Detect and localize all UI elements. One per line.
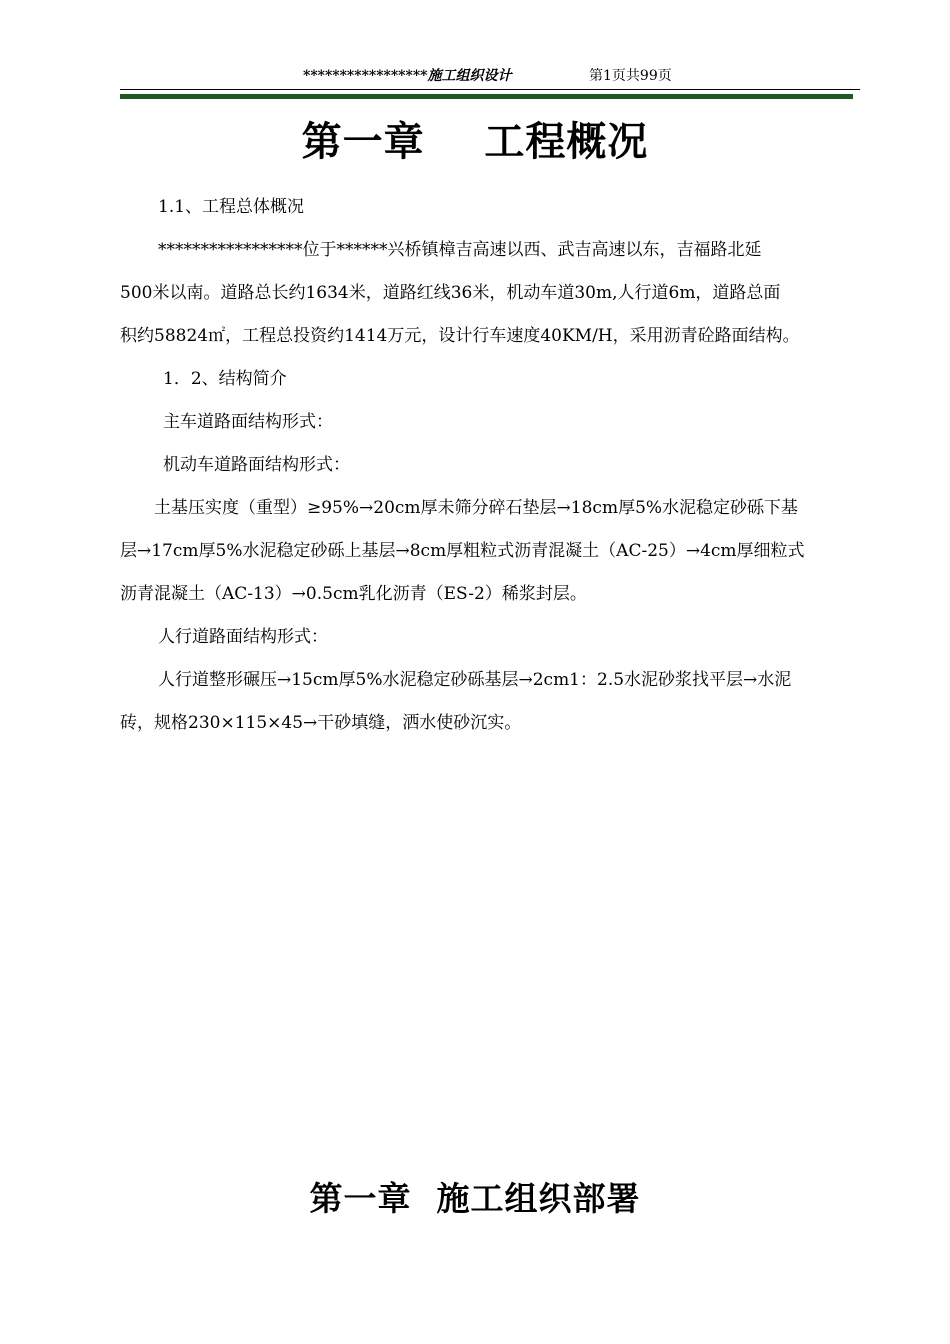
motor-lane-structure-label: 机动车道路面结构形式： — [163, 455, 350, 475]
overview-line-2: 500米以南。道路总长约1634米，道路红线36米，机动车道30m,人行道6m，道路总面 — [120, 283, 781, 303]
section-1-2-heading: 1．2、结构简介 — [163, 369, 287, 389]
sidewalk-line-2: 砖，规格230×115×45→干砂填缝，洒水使砂沉实。 — [120, 713, 522, 733]
page-header — [120, 64, 860, 88]
overview-line-1: *****************位于******兴桥镇樟吉高速以西、武吉高速以东，吉福路北延 — [158, 240, 762, 260]
main-road-structure-label: 主车道路面结构形式： — [163, 412, 333, 432]
sidewalk-structure-label: 人行道路面结构形式： — [158, 627, 328, 647]
chapter-2-title: 第一章 施工组织部署 — [309, 1179, 641, 1218]
motor-lane-line-2: 层→17cm厚5%水泥稳定砂砾上基层→8cm厚粗粒式沥青混凝土（AC-25）→4cm厚细粒式 — [120, 541, 805, 561]
motor-lane-line-3: 沥青混凝土（AC-13）→0.5cm乳化沥青（ES-2）稀浆封层。 — [120, 584, 587, 604]
header-rule-thick — [120, 94, 853, 99]
header-title: *****************施工组织设计 — [303, 68, 512, 84]
sidewalk-line-1: 人行道整形碾压→15cm厚5%水泥稳定砂砾基层→2cm1：2.5水泥砂浆找平层→水泥 — [158, 670, 792, 690]
header-rule-thin — [120, 89, 860, 90]
chapter-1-title: 第一章 工程概况 — [301, 118, 649, 165]
overview-line-3: 积约58824㎡，工程总投资约1414万元，设计行车速度40KM/H，采用沥青砼路面结构。 — [120, 326, 800, 346]
motor-lane-line-1: 土基压实度（重型）≥95%→20cm厚未筛分碎石垫层→18cm厚5%水泥稳定砂砾下基 — [154, 498, 799, 518]
section-1-1-heading: 1.1、工程总体概况 — [158, 197, 305, 217]
header-page-info: 第1页共99页 — [589, 68, 672, 84]
